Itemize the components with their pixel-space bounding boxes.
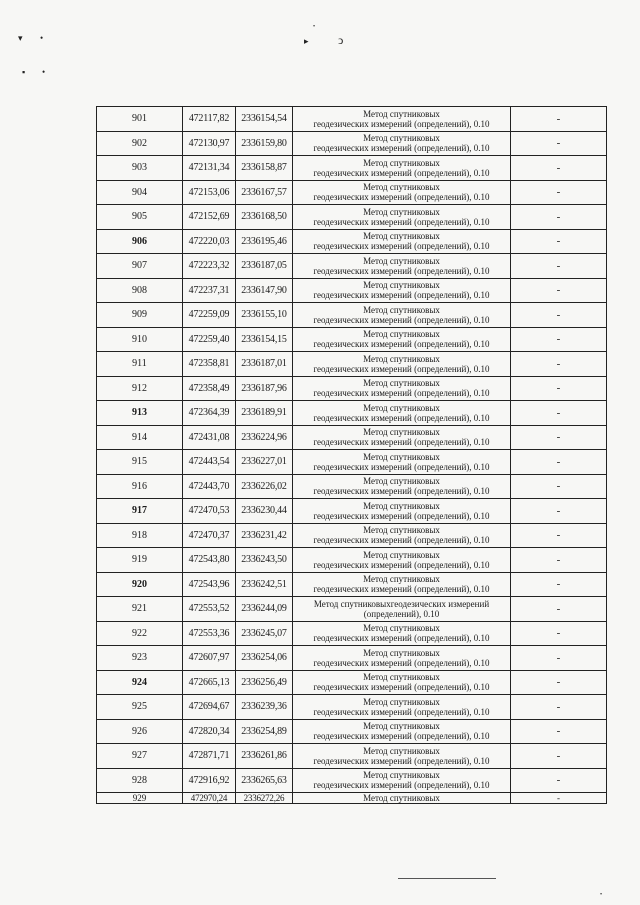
x-coordinate-cell: 472152,69: [183, 205, 236, 230]
y-coordinate-cell: 2336272,26: [236, 793, 293, 804]
table-row: [97, 425, 607, 450]
method-line: геодезических измерений (определений), 0.10: [313, 461, 490, 472]
x-coordinate-cell: 472443,54: [183, 450, 236, 475]
point-number-cell: 918: [97, 523, 183, 548]
method-line: геодезических измерений (определений), 0.10: [313, 510, 490, 521]
table-row: [97, 548, 607, 573]
y-coordinate-cell: 2336187,01: [236, 352, 293, 377]
method-cell: [293, 278, 511, 303]
table-row: [97, 376, 607, 401]
note-cell: -: [511, 646, 607, 671]
y-coordinate-cell: 2336242,51: [236, 572, 293, 597]
table-row: [97, 401, 607, 426]
point-number-cell: 929: [97, 793, 183, 804]
table-row: [97, 254, 607, 279]
table-row: [97, 670, 607, 695]
method-cell: [293, 719, 511, 744]
method-cell: [293, 646, 511, 671]
note-cell: -: [511, 474, 607, 499]
scan-dot: ▪: [22, 67, 26, 77]
y-coordinate-cell: 2336168,50: [236, 205, 293, 230]
x-coordinate-cell: 472543,96: [183, 572, 236, 597]
x-coordinate-cell: 472553,52: [183, 597, 236, 622]
method-line: геодезических измерений (определений), 0.10: [313, 706, 490, 717]
table-row: [97, 278, 607, 303]
point-number-cell: 928: [97, 768, 183, 793]
x-coordinate-cell: 472694,67: [183, 695, 236, 720]
note-cell: -: [511, 744, 607, 769]
method-line: геодезических измерений (определений), 0.10: [313, 314, 490, 325]
note-cell: -: [511, 523, 607, 548]
method-cell: [293, 474, 511, 499]
note-cell: -: [511, 499, 607, 524]
method-line: геодезических измерений (определений), 0.10: [313, 363, 490, 374]
x-coordinate-cell: 472364,39: [183, 401, 236, 426]
x-coordinate-cell: 472970,24: [183, 793, 236, 804]
note-cell: -: [511, 254, 607, 279]
note-cell: -: [511, 670, 607, 695]
x-coordinate-cell: 472543,80: [183, 548, 236, 573]
y-coordinate-cell: 2336254,89: [236, 719, 293, 744]
method-cell: [293, 499, 511, 524]
y-coordinate-cell: 2336187,05: [236, 254, 293, 279]
method-line: Метод спутниковых: [363, 500, 440, 511]
table-row: [97, 450, 607, 475]
method-line: Метод спутниковых: [363, 353, 440, 364]
method-line: геодезических измерений (определений), 0.10: [313, 241, 490, 252]
note-cell: -: [511, 303, 607, 328]
method-line: Метод спутниковых: [363, 525, 440, 536]
scan-dot: ▾: [18, 33, 23, 43]
x-coordinate-cell: 472443,70: [183, 474, 236, 499]
method-line: (определений), 0.10: [363, 608, 440, 619]
point-number-cell: 915: [97, 450, 183, 475]
method-cell: [293, 572, 511, 597]
y-coordinate-cell: 2336224,96: [236, 425, 293, 450]
method-line: Метод спутниковых: [363, 793, 440, 803]
method-cell: [293, 597, 511, 622]
table-row: [97, 744, 607, 769]
note-cell: -: [511, 548, 607, 573]
table-row: [97, 180, 607, 205]
note-cell: -: [511, 376, 607, 401]
y-coordinate-cell: 2336261,86: [236, 744, 293, 769]
method-cell: [293, 401, 511, 426]
method-line: Метод спутниковых: [363, 329, 440, 340]
method-cell: [293, 327, 511, 352]
point-number-cell: 904: [97, 180, 183, 205]
method-cell: [293, 303, 511, 328]
point-number-cell: 910: [97, 327, 183, 352]
method-line: Метод спутниковых: [363, 476, 440, 487]
note-cell: -: [511, 205, 607, 230]
table-row: [97, 107, 607, 132]
method-line: Метод спутниковых: [363, 402, 440, 413]
table-row: [97, 793, 607, 804]
method-line: геодезических измерений (определений), 0.10: [313, 388, 490, 399]
table-row: [97, 303, 607, 328]
method-line: Метод спутниковых: [363, 770, 440, 781]
note-cell: -: [511, 425, 607, 450]
table-row: [97, 572, 607, 597]
point-number-cell: 927: [97, 744, 183, 769]
method-cell: [293, 205, 511, 230]
method-line: геодезических измерений (определений), 0.10: [313, 755, 490, 766]
method-line: Метод спутниковых: [363, 280, 440, 291]
method-line: геодезических измерений (определений), 0.10: [313, 412, 490, 423]
y-coordinate-cell: 2336167,57: [236, 180, 293, 205]
method-cell: [293, 180, 511, 205]
method-line: геодезических измерений (определений), 0.10: [313, 535, 490, 546]
method-cell: [293, 548, 511, 573]
y-coordinate-cell: 2336231,42: [236, 523, 293, 548]
point-number-cell: 920: [97, 572, 183, 597]
method-line: Метод спутниковых: [363, 206, 440, 217]
note-cell: -: [511, 131, 607, 156]
note-cell: -: [511, 719, 607, 744]
coordinates-table: [96, 106, 607, 804]
table-row: [97, 768, 607, 793]
point-number-cell: 922: [97, 621, 183, 646]
note-cell: -: [511, 107, 607, 132]
x-coordinate-cell: 472607,97: [183, 646, 236, 671]
note-cell: -: [511, 621, 607, 646]
note-cell: -: [511, 229, 607, 254]
method-cell: [293, 376, 511, 401]
point-number-cell: 916: [97, 474, 183, 499]
y-coordinate-cell: 2336154,15: [236, 327, 293, 352]
x-coordinate-cell: 472130,97: [183, 131, 236, 156]
x-coordinate-cell: 472131,34: [183, 156, 236, 181]
y-coordinate-cell: 2336265,63: [236, 768, 293, 793]
table-row: [97, 156, 607, 181]
y-coordinate-cell: 2336195,46: [236, 229, 293, 254]
table-row: [97, 327, 607, 352]
point-number-cell: 919: [97, 548, 183, 573]
x-coordinate-cell: 472916,92: [183, 768, 236, 793]
point-number-cell: 925: [97, 695, 183, 720]
y-coordinate-cell: 2336187,96: [236, 376, 293, 401]
note-cell: -: [511, 793, 607, 804]
x-coordinate-cell: 472153,06: [183, 180, 236, 205]
note-cell: -: [511, 450, 607, 475]
method-line: геодезических измерений (определений), 0.10: [313, 682, 490, 693]
method-line: геодезических измерений (определений), 0.10: [313, 192, 490, 203]
point-number-cell: 924: [97, 670, 183, 695]
note-cell: -: [511, 327, 607, 352]
point-number-cell: 926: [97, 719, 183, 744]
coordinates-table-body: [97, 107, 607, 804]
method-line: геодезических измерений (определений), 0.10: [313, 731, 490, 742]
y-coordinate-cell: 2336239,36: [236, 695, 293, 720]
x-coordinate-cell: 472431,08: [183, 425, 236, 450]
point-number-cell: 906: [97, 229, 183, 254]
method-cell: [293, 621, 511, 646]
scan-dot: ▸: [304, 36, 309, 46]
point-number-cell: 911: [97, 352, 183, 377]
scan-dot: •: [600, 892, 603, 898]
method-line: геодезических измерений (определений), 0.10: [313, 437, 490, 448]
y-coordinate-cell: 2336147,90: [236, 278, 293, 303]
x-coordinate-cell: 472470,37: [183, 523, 236, 548]
method-cell: [293, 254, 511, 279]
method-cell: [293, 744, 511, 769]
point-number-cell: 901: [97, 107, 183, 132]
table-row: [97, 131, 607, 156]
note-cell: -: [511, 695, 607, 720]
y-coordinate-cell: 2336256,49: [236, 670, 293, 695]
method-line: Метод спутниковых: [363, 574, 440, 585]
method-line: геодезических измерений (определений), 0.10: [313, 216, 490, 227]
x-coordinate-cell: 472259,09: [183, 303, 236, 328]
point-number-cell: 913: [97, 401, 183, 426]
method-line: Метод спутниковых: [363, 721, 440, 732]
note-cell: -: [511, 352, 607, 377]
method-cell: [293, 793, 511, 804]
method-line: Метод спутниковых: [363, 255, 440, 266]
x-coordinate-cell: 472358,49: [183, 376, 236, 401]
x-coordinate-cell: 472117,82: [183, 107, 236, 132]
method-line: Метод спутниковых: [363, 304, 440, 315]
x-coordinate-cell: 472237,31: [183, 278, 236, 303]
note-cell: -: [511, 597, 607, 622]
table-row: [97, 523, 607, 548]
y-coordinate-cell: 2336245,07: [236, 621, 293, 646]
note-cell: -: [511, 401, 607, 426]
scan-dot: •: [313, 24, 316, 30]
table-row: [97, 695, 607, 720]
method-line: геодезических измерений (определений), 0.10: [313, 780, 490, 791]
method-line: Метод спутниковых: [363, 157, 440, 168]
method-cell: [293, 156, 511, 181]
point-number-cell: 912: [97, 376, 183, 401]
y-coordinate-cell: 2336159,80: [236, 131, 293, 156]
method-cell: [293, 768, 511, 793]
table-row: [97, 719, 607, 744]
method-line: Метод спутниковых: [363, 745, 440, 756]
method-cell: [293, 107, 511, 132]
note-cell: -: [511, 156, 607, 181]
y-coordinate-cell: 2336254,06: [236, 646, 293, 671]
x-coordinate-cell: 472820,34: [183, 719, 236, 744]
method-line: геодезических измерений (определений), 0.10: [313, 290, 490, 301]
note-cell: -: [511, 768, 607, 793]
table-row: [97, 621, 607, 646]
x-coordinate-cell: 472553,36: [183, 621, 236, 646]
method-cell: [293, 352, 511, 377]
point-number-cell: 903: [97, 156, 183, 181]
method-line: Метод спутниковых: [363, 378, 440, 389]
method-line: Метод спутниковых: [363, 696, 440, 707]
method-line: геодезических измерений (определений), 0.10: [313, 584, 490, 595]
method-line: Метод спутниковых: [363, 647, 440, 658]
table-row: [97, 205, 607, 230]
method-line: Метод спутниковых: [363, 427, 440, 438]
method-line: геодезических измерений (определений), 0.10: [313, 265, 490, 276]
method-cell: [293, 523, 511, 548]
point-number-cell: 921: [97, 597, 183, 622]
x-coordinate-cell: 472871,71: [183, 744, 236, 769]
method-line: Метод спутниковых: [363, 623, 440, 634]
method-line: геодезических измерений (определений), 0.10: [313, 143, 490, 154]
point-number-cell: 902: [97, 131, 183, 156]
scan-dot: •: [42, 67, 46, 77]
method-cell: [293, 695, 511, 720]
table-row: [97, 352, 607, 377]
point-number-cell: 905: [97, 205, 183, 230]
table-row: [97, 597, 607, 622]
y-coordinate-cell: 2336243,50: [236, 548, 293, 573]
table-row: [97, 646, 607, 671]
method-line: Метод спутниковыхгеодезических измерений: [313, 598, 490, 609]
method-line: Метод спутниковых: [363, 182, 440, 193]
point-number-cell: 917: [97, 499, 183, 524]
y-coordinate-cell: 2336227,01: [236, 450, 293, 475]
x-coordinate-cell: 472220,03: [183, 229, 236, 254]
scan-dot: ↄ: [338, 33, 344, 47]
note-cell: -: [511, 180, 607, 205]
point-number-cell: 908: [97, 278, 183, 303]
note-cell: -: [511, 278, 607, 303]
x-coordinate-cell: 472470,53: [183, 499, 236, 524]
point-number-cell: 909: [97, 303, 183, 328]
method-line: геодезических измерений (определений), 0.10: [313, 559, 490, 570]
y-coordinate-cell: 2336230,44: [236, 499, 293, 524]
y-coordinate-cell: 2336244,09: [236, 597, 293, 622]
table-row: [97, 499, 607, 524]
method-line: Метод спутниковых: [363, 672, 440, 683]
method-line: Метод спутниковых: [363, 231, 440, 242]
x-coordinate-cell: 472358,81: [183, 352, 236, 377]
point-number-cell: 914: [97, 425, 183, 450]
note-cell: -: [511, 572, 607, 597]
method-line: геодезических измерений (определений), 0.10: [313, 339, 490, 350]
method-line: геодезических измерений (определений), 0.10: [313, 118, 490, 129]
footer-rule: [398, 878, 496, 879]
method-line: Метод спутниковых: [363, 108, 440, 119]
method-line: геодезических измерений (определений), 0.10: [313, 633, 490, 644]
method-line: геодезических измерений (определений), 0.10: [313, 167, 490, 178]
method-line: геодезических измерений (определений), 0.10: [313, 486, 490, 497]
y-coordinate-cell: 2336189,91: [236, 401, 293, 426]
method-cell: [293, 450, 511, 475]
point-number-cell: 923: [97, 646, 183, 671]
x-coordinate-cell: 472665,13: [183, 670, 236, 695]
point-number-cell: 907: [97, 254, 183, 279]
method-cell: [293, 425, 511, 450]
y-coordinate-cell: 2336158,87: [236, 156, 293, 181]
x-coordinate-cell: 472223,32: [183, 254, 236, 279]
method-line: Метод спутниковых: [363, 549, 440, 560]
method-line: геодезических измерений (определений), 0.10: [313, 657, 490, 668]
x-coordinate-cell: 472259,40: [183, 327, 236, 352]
y-coordinate-cell: 2336155,10: [236, 303, 293, 328]
method-cell: [293, 229, 511, 254]
y-coordinate-cell: 2336226,02: [236, 474, 293, 499]
method-line: Метод спутниковых: [363, 133, 440, 144]
scan-dot: •: [40, 33, 44, 43]
method-cell: [293, 131, 511, 156]
y-coordinate-cell: 2336154,54: [236, 107, 293, 132]
method-line: Метод спутниковых: [363, 451, 440, 462]
method-cell: [293, 670, 511, 695]
table-row: [97, 474, 607, 499]
table-row: [97, 229, 607, 254]
